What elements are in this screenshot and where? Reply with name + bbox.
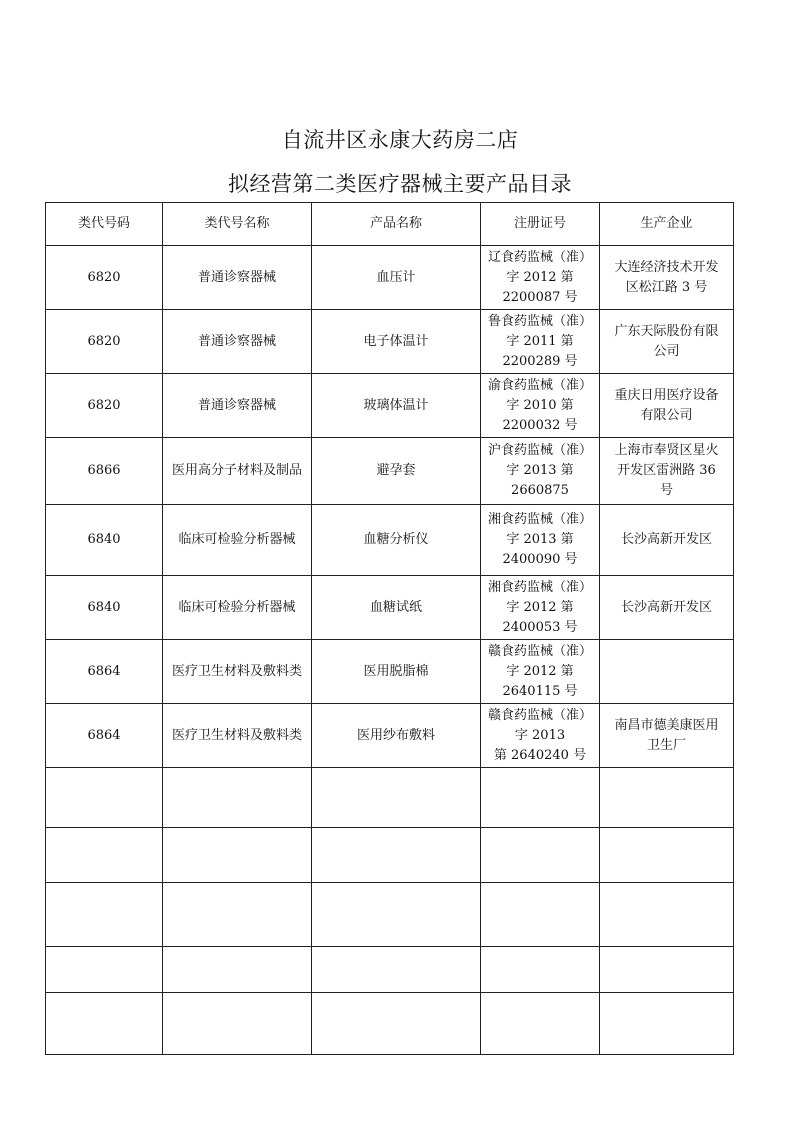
cell-manufacturer	[600, 310, 734, 374]
cell-registration-line: 字 2013 第	[506, 463, 574, 478]
table-row	[46, 310, 734, 374]
cell-category: 普通诊察器械	[163, 246, 312, 310]
table-header-row	[46, 203, 734, 246]
cell-registration-line: 鲁食药监械（准）	[487, 313, 592, 329]
cell-code: 6840	[46, 576, 163, 640]
empty-cell	[312, 947, 481, 993]
header-category: 类代号名称	[163, 203, 312, 246]
header-manufacturer: 生产企业	[600, 203, 734, 246]
cell-manufacturer-line: 开发区雷洲路 36	[617, 463, 716, 478]
document-title-line1: 自流井区永康大药房二店	[281, 128, 519, 152]
cell-manufacturer-line: 广东天际股份有限	[614, 323, 719, 339]
cell-manufacturer	[600, 246, 734, 310]
cell-category: 医用高分子材料及制品	[163, 438, 312, 505]
table-row	[46, 438, 734, 505]
cell-registration-line: 字 2011 第	[506, 333, 574, 349]
cell-manufacturer	[600, 704, 734, 768]
empty-table-row	[46, 768, 734, 828]
cell-registration	[481, 374, 600, 438]
cell-manufacturer	[600, 374, 734, 438]
cell-manufacturer-line: 大连经济技术开发	[614, 259, 719, 275]
empty-cell	[600, 828, 734, 883]
empty-cell	[46, 828, 163, 883]
cell-registration-line: 沪食药监械（准）	[487, 443, 592, 458]
cell-product: 医用纱布敷料	[312, 704, 481, 768]
cell-manufacturer-line: 卫生厂	[646, 737, 686, 753]
cell-registration-line: 字 2012 第	[506, 269, 574, 285]
cell-registration-line: 2400090 号	[502, 552, 578, 567]
empty-cell	[163, 883, 312, 947]
cell-product: 血压计	[312, 246, 481, 310]
cell-manufacturer-line: 南昌市德美康医用	[614, 717, 719, 733]
document-title-line2: 拟经营第二类医疗器械主要产品目录	[228, 172, 572, 196]
cell-registration	[481, 640, 600, 704]
product-catalog-table	[45, 202, 734, 1055]
cell-registration	[481, 246, 600, 310]
table-row	[46, 576, 734, 640]
empty-cell	[163, 768, 312, 828]
cell-registration-line: 辽食药监械（准）	[487, 249, 592, 265]
empty-cell	[163, 947, 312, 993]
empty-cell	[312, 993, 481, 1055]
cell-product: 避孕套	[312, 438, 481, 505]
cell-registration-line: 第 2640240 号	[493, 747, 587, 763]
empty-cell	[46, 947, 163, 993]
cell-category: 医疗卫生材料及敷料类	[163, 640, 312, 704]
cell-registration-line: 2200087 号	[502, 289, 578, 305]
cell-registration-line: 字 2012 第	[506, 599, 574, 615]
cell-registration	[481, 505, 600, 576]
cell-registration	[481, 704, 600, 768]
cell-registration-line: 2640115 号	[502, 683, 578, 699]
table-row	[46, 246, 734, 310]
table-row	[46, 374, 734, 438]
cell-category: 临床可检验分析器械	[163, 576, 312, 640]
cell-manufacturer	[600, 505, 734, 576]
cell-registration-line: 湘食药监械（准）	[487, 579, 592, 595]
cell-manufacturer-line: 长沙高新开发区	[620, 532, 712, 547]
cell-code: 6820	[46, 246, 163, 310]
cell-category: 普通诊察器械	[163, 374, 312, 438]
cell-category: 临床可检验分析器械	[163, 505, 312, 576]
header-registration: 注册证号	[481, 203, 600, 246]
cell-manufacturer-line: 公司	[653, 343, 680, 359]
cell-manufacturer	[600, 640, 734, 704]
cell-registration-line: 字 2013 第	[506, 532, 574, 547]
cell-manufacturer	[600, 438, 734, 505]
empty-cell	[481, 768, 600, 828]
empty-cell	[600, 993, 734, 1055]
cell-registration	[481, 438, 600, 505]
cell-code: 6864	[46, 640, 163, 704]
empty-cell	[46, 768, 163, 828]
empty-cell	[163, 993, 312, 1055]
table-body	[46, 246, 734, 1055]
header-product: 产品名称	[312, 203, 481, 246]
cell-registration-line: 湘食药监械（准）	[487, 512, 592, 527]
cell-registration-line: 2660875	[511, 483, 569, 498]
table-row	[46, 505, 734, 576]
cell-registration-line: 赣食药监械（准）	[487, 707, 592, 723]
cell-registration-line: 渝食药监械（准）	[487, 377, 592, 393]
cell-registration-line: 2400053 号	[502, 619, 578, 635]
empty-table-row	[46, 947, 734, 993]
empty-cell	[163, 828, 312, 883]
cell-registration-line: 字 2012 第	[506, 663, 574, 679]
empty-table-row	[46, 828, 734, 883]
empty-cell	[312, 768, 481, 828]
cell-registration-line: 2200289 号	[502, 353, 578, 369]
cell-code: 6840	[46, 505, 163, 576]
cell-code: 6866	[46, 438, 163, 505]
empty-cell	[481, 828, 600, 883]
empty-cell	[481, 947, 600, 993]
cell-manufacturer-line: 号	[659, 483, 673, 498]
cell-code: 6864	[46, 704, 163, 768]
cell-manufacturer	[600, 576, 734, 640]
cell-product: 血糖分析仪	[312, 505, 481, 576]
empty-cell	[481, 883, 600, 947]
empty-cell	[600, 947, 734, 993]
cell-code: 6820	[46, 374, 163, 438]
cell-category: 医疗卫生材料及敷料类	[163, 704, 312, 768]
cell-code: 6820	[46, 310, 163, 374]
cell-product: 医用脱脂棉	[312, 640, 481, 704]
header-code: 类代号码	[46, 203, 163, 246]
cell-manufacturer-line: 区松江路 3 号	[625, 279, 708, 295]
cell-product: 血糖试纸	[312, 576, 481, 640]
cell-registration-line: 赣食药监械（准）	[487, 643, 592, 659]
table-row	[46, 640, 734, 704]
empty-cell	[312, 883, 481, 947]
cell-manufacturer-line: 有限公司	[640, 407, 693, 423]
empty-cell	[600, 768, 734, 828]
cell-manufacturer-line: 长沙高新开发区	[620, 599, 712, 615]
empty-cell	[312, 828, 481, 883]
empty-table-row	[46, 883, 734, 947]
cell-registration-line: 字 2013	[514, 727, 566, 743]
cell-manufacturer-line: 上海市奉贤区星火	[614, 443, 719, 458]
cell-registration	[481, 310, 600, 374]
cell-registration-line: 2200032 号	[502, 417, 578, 433]
cell-category: 普通诊察器械	[163, 310, 312, 374]
empty-cell	[600, 883, 734, 947]
cell-manufacturer-line: 重庆日用医疗设备	[614, 387, 719, 403]
cell-registration	[481, 576, 600, 640]
cell-product: 电子体温计	[312, 310, 481, 374]
empty-cell	[46, 883, 163, 947]
cell-product: 玻璃体温计	[312, 374, 481, 438]
empty-table-row	[46, 993, 734, 1055]
table-row	[46, 704, 734, 768]
cell-registration-line: 字 2010 第	[506, 397, 574, 413]
empty-cell	[481, 993, 600, 1055]
empty-cell	[46, 993, 163, 1055]
